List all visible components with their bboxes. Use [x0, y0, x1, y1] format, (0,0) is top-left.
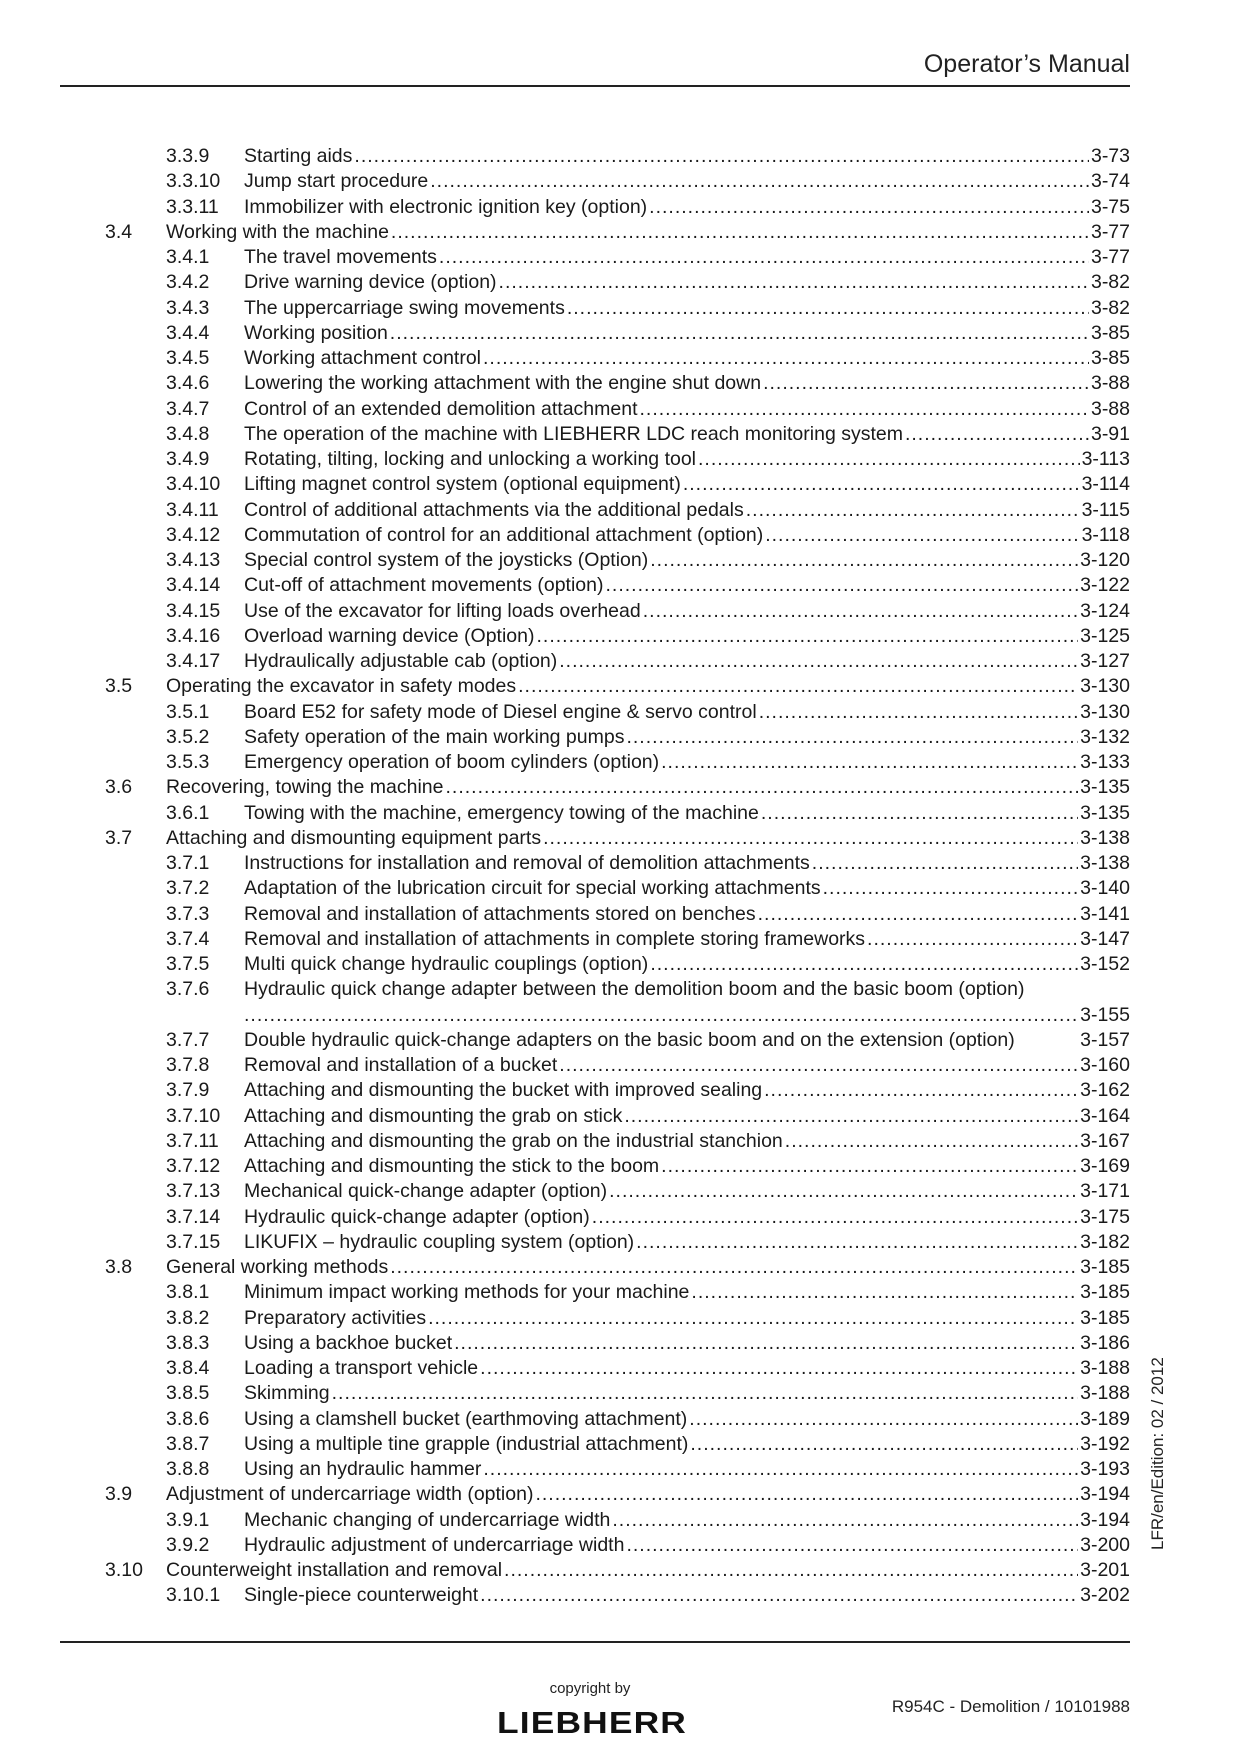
toc-entry[interactable]: [105, 346, 1130, 371]
toc-entry[interactable]: [105, 775, 1130, 800]
toc-dot-leader: [543, 826, 1078, 851]
toc-entry[interactable]: [105, 801, 1130, 826]
toc-entry[interactable]: [105, 1053, 1130, 1078]
toc-entry-title: Using a multiple tine grapple (industrial attachment): [244, 1432, 689, 1455]
toc-entry-page: 3-135: [1080, 776, 1130, 799]
toc-entry-title: The travel movements: [244, 246, 437, 268]
toc-entry-page: 3-193: [1080, 1458, 1130, 1480]
toc-entry-number: 3.9: [105, 1483, 133, 1506]
toc-dot-leader: [354, 144, 1089, 169]
toc-dot-leader: [430, 169, 1089, 194]
toc-entry[interactable]: [105, 573, 1130, 598]
toc-entry-number: 3.7.14: [166, 1205, 221, 1228]
toc-dot-leader: [428, 1306, 1078, 1331]
toc-entry-title: The operation of the machine with LIEBHERR LDC reach monitoring system: [244, 422, 903, 445]
toc-dot-leader: [649, 195, 1089, 220]
toc-entry-number: 3.3.10: [166, 170, 221, 193]
toc-entry-number: 3.7.7: [166, 1028, 210, 1051]
toc-entry-page: 3-164: [1080, 1104, 1130, 1127]
toc-entry[interactable]: [105, 1533, 1130, 1558]
toc-entry-number: 3.5.2: [166, 725, 210, 748]
toc-dot-leader: [650, 548, 1078, 573]
toc-entry-page: 3-194: [1080, 1483, 1130, 1506]
toc-entry[interactable]: [105, 498, 1130, 523]
copyright-label: copyright by: [549, 1680, 631, 1697]
toc-entry-number: 3.8.1: [166, 1281, 210, 1304]
toc-entry-title: Control of an extended demolition attachment: [244, 397, 638, 420]
toc-dot-leader: [758, 902, 1078, 927]
toc-entry-title: Adjustment of undercarriage width (option): [166, 1483, 534, 1506]
toc-entry-title: Attaching and dismounting the bucket with improved sealing: [244, 1079, 763, 1102]
toc-entry-title: Board E52 for safety mode of Diesel engine & servo control: [244, 700, 757, 723]
toc-entry[interactable]: [105, 1356, 1130, 1381]
toc-dot-leader: [454, 1331, 1078, 1356]
toc-dot-leader: [439, 245, 1089, 270]
toc-entry-page: 3-141: [1080, 902, 1130, 925]
toc-dot-leader: [605, 573, 1078, 598]
toc-entry-page: 3-82: [1090, 296, 1130, 319]
toc-entry-page: 3-167: [1080, 1129, 1130, 1152]
toc-entry[interactable]: [105, 422, 1130, 447]
toc-entry[interactable]: [105, 1331, 1130, 1356]
toc-entry[interactable]: [105, 1129, 1130, 1154]
toc-entry-title: Recovering, towing the machine: [166, 776, 444, 799]
toc-dot-leader: [643, 599, 1078, 624]
toc-entry-title: Hydraulically adjustable cab (option): [244, 650, 558, 672]
toc-entry-page: 3-91: [1090, 422, 1130, 445]
toc-entry-page: 3-122: [1080, 574, 1130, 597]
toc-entry-number: 3.4.14: [166, 574, 221, 597]
toc-entry-title: Adaptation of the lubrication circuit for special working attachments: [244, 877, 821, 900]
toc-dot-leader: [683, 472, 1080, 497]
toc-entry-title: Cut-off of attachment movements (option): [244, 574, 604, 597]
toc-entry-page: 3-162: [1080, 1079, 1130, 1102]
toc-entry[interactable]: [105, 851, 1130, 876]
toc-entry-page: 3-120: [1080, 549, 1130, 571]
toc-entry[interactable]: [105, 1432, 1130, 1457]
toc-entry-page: 3-130: [1080, 675, 1130, 698]
toc-entry[interactable]: [105, 270, 1130, 295]
toc-entry-number: 3.4.12: [166, 523, 221, 546]
toc-entry[interactable]: [105, 1558, 1130, 1583]
toc-entry-page: 3-125: [1080, 624, 1130, 647]
toc-entry-title: Immobilizer with electronic ignition key (option): [244, 195, 648, 218]
toc-entry-title: Rotating, tilting, locking and unlocking a working tool: [244, 448, 697, 470]
toc-dot-leader: [518, 674, 1078, 699]
edition-label: LFR/en/Edition: 02 / 2012: [1148, 1357, 1167, 1550]
toc-entry[interactable]: [105, 144, 1130, 169]
toc-entry-title: Preparatory activities: [244, 1306, 427, 1329]
toc-dot-leader: [559, 649, 1078, 674]
toc-entry[interactable]: [105, 1583, 1130, 1608]
toc-entry-page: 3-75: [1090, 195, 1130, 218]
toc-entry-title: Operating the excavator in safety modes: [166, 675, 517, 698]
toc-entry-title: Removal and installation of attachments stored on benches: [244, 902, 756, 925]
toc-entry-number: 3.4.10: [166, 473, 221, 496]
toc-entry[interactable]: [105, 447, 1130, 472]
toc-entry-number: 3.8.2: [166, 1306, 210, 1329]
toc-dot-leader: [746, 498, 1080, 523]
toc-entry-page: 3-160: [1080, 1054, 1130, 1076]
toc-entry-continuation[interactable]: [105, 1003, 1130, 1028]
toc-entry-page: 3-155: [1080, 1003, 1130, 1026]
toc-entry-number: 3.7.10: [166, 1104, 221, 1127]
toc-entry-title: Using a clamshell bucket (earthmoving attachment): [244, 1407, 688, 1430]
toc-entry-number: 3.4.3: [166, 296, 210, 319]
toc-entry[interactable]: [105, 1381, 1130, 1406]
toc-entry[interactable]: [105, 1280, 1130, 1305]
toc-entry[interactable]: [105, 1508, 1130, 1533]
toc-dot-leader: [689, 1407, 1078, 1432]
toc-entry-title: Commutation of control for an additional attachment (option): [244, 523, 764, 546]
toc-entry-number: 3.7.1: [166, 852, 210, 874]
toc-entry-page: 3-152: [1080, 953, 1130, 975]
toc-entry-number: 3.10.1: [166, 1584, 221, 1607]
toc-entry-title: Multi quick change hydraulic couplings (option): [244, 953, 649, 975]
toc-entry[interactable]: [105, 599, 1130, 624]
toc-dot-leader: [504, 1558, 1078, 1583]
toc-dot-leader: [612, 1508, 1078, 1533]
toc-dot-leader: [499, 270, 1089, 295]
toc-dot-leader: [698, 447, 1080, 472]
toc-entry-page: 3-157: [1080, 1028, 1130, 1051]
toc-dot-leader: [390, 321, 1089, 346]
toc-entry-number: 3.4.9: [166, 448, 210, 470]
toc-entry-number: 3.3.11: [166, 195, 219, 218]
toc-dot-leader: [764, 1078, 1078, 1103]
toc-dot-leader: [650, 952, 1078, 977]
toc-entry-page: 3-115: [1081, 498, 1130, 521]
toc-entry-page: 3-140: [1080, 877, 1130, 900]
toc-dot-leader: [446, 775, 1079, 800]
toc-entry-title: Towing with the machine, emergency towing of the machine: [244, 801, 759, 824]
toc-entry-number: 3.5: [105, 675, 133, 698]
toc-dot-leader: [691, 1280, 1078, 1305]
toc-dot-leader: [480, 1583, 1078, 1608]
toc-entry-page: 3-186: [1080, 1331, 1130, 1354]
toc-entry-title: Attaching and dismounting the grab on stick: [244, 1104, 623, 1127]
toc-entry[interactable]: [105, 1028, 1130, 1053]
toc-entry[interactable]: [105, 1179, 1130, 1204]
toc-entry[interactable]: [105, 750, 1130, 775]
toc-dot-leader: [244, 1003, 1078, 1028]
toc-entry[interactable]: [105, 1306, 1130, 1331]
toc-entry-title: Use of the excavator for lifting loads overhead: [244, 599, 641, 622]
toc-entry-title: Lowering the working attachment with the engine shut down: [244, 372, 762, 395]
toc-entry-number: 3.4.1: [166, 246, 210, 268]
toc-entry-title: The uppercarriage swing movements: [244, 296, 565, 319]
toc-entry-page: 3-132: [1080, 725, 1130, 748]
toc-entry-number: 3.5.1: [166, 700, 210, 723]
toc-entry-number: 3.4.6: [166, 372, 210, 395]
toc-entry-number: 3.4.16: [166, 624, 221, 647]
toc-dot-leader: [905, 422, 1089, 447]
liebherr-logo: [494, 1704, 690, 1740]
toc-entry[interactable]: [105, 876, 1130, 901]
toc-entry-number: 3.8.8: [166, 1458, 210, 1480]
toc-dot-leader: [592, 1205, 1078, 1230]
toc-entry[interactable]: [105, 321, 1130, 346]
document-id: R954C - Demolition / 10101988: [891, 1697, 1130, 1716]
toc-dot-leader: [640, 397, 1089, 422]
toc-entry-title: Loading a transport vehicle: [244, 1357, 479, 1379]
toc-entry-number: 3.9.1: [166, 1508, 210, 1531]
toc-entry-number: 3.4: [105, 220, 133, 243]
toc-entry-number: 3.4.7: [166, 397, 210, 420]
toc-entry-number: 3.9.2: [166, 1533, 210, 1556]
toc-entry[interactable]: [105, 725, 1130, 750]
toc-entry-page: 3-124: [1080, 599, 1130, 622]
toc-entry-number: 3.4.11: [166, 498, 219, 521]
toc-entry-number: 3.8.3: [166, 1331, 210, 1354]
toc-dot-leader: [609, 1179, 1078, 1204]
toc-dot-leader: [812, 851, 1078, 876]
toc-entry-number: 3.7: [105, 826, 133, 849]
toc-entry-title: Counterweight installation and removal: [166, 1559, 503, 1581]
toc-entry-title: Hydraulic quick-change adapter (option): [244, 1205, 590, 1228]
toc-entry-title: Overload warning device (Option): [244, 624, 535, 647]
toc-entry-title: Instructions for installation and removal of demolition attachments: [244, 852, 810, 874]
toc-entry-page: 3-77: [1090, 246, 1130, 268]
toc-entry-page: 3-113: [1081, 448, 1130, 470]
toc-entry-title: Mechanical quick-change adapter (option): [244, 1180, 608, 1203]
toc-entry-page: 3-200: [1080, 1533, 1130, 1556]
toc-entry-title: Using a backhoe bucket: [244, 1331, 453, 1354]
toc-dot-leader: [332, 1381, 1079, 1406]
toc-entry-title: Single-piece counterweight: [244, 1584, 479, 1607]
toc-entry-page: 3-185: [1080, 1306, 1130, 1329]
toc-entry-page: 3-202: [1080, 1584, 1130, 1607]
toc-entry[interactable]: [105, 649, 1130, 674]
logo-wordmark: LIEBHERR: [497, 1705, 687, 1740]
toc-entry-number: 3.8: [105, 1256, 133, 1278]
toc-dot-leader: [391, 220, 1089, 245]
toc-entry-title: Working position: [244, 321, 388, 344]
toc-entry[interactable]: [105, 1255, 1130, 1280]
toc-entry-number: 3.7.9: [166, 1079, 210, 1102]
toc-entry[interactable]: [105, 523, 1130, 548]
toc-entry-title: Jump start procedure: [244, 170, 429, 193]
footer-rule: [60, 1641, 1130, 1643]
toc-entry-number: 3.7.3: [166, 902, 210, 925]
toc-entry-page: 3-88: [1090, 397, 1130, 420]
toc-entry-title: Starting aids: [244, 145, 353, 167]
toc-dot-leader: [765, 523, 1079, 548]
toc-entry-title: Using an hydraulic hammer: [244, 1458, 482, 1480]
toc-entry-number: 3.5.3: [166, 751, 210, 773]
toc-dot-leader: [483, 346, 1089, 371]
toc-entry[interactable]: [105, 195, 1130, 220]
toc-entry[interactable]: [105, 1104, 1130, 1129]
table-of-contents: [105, 144, 1130, 1609]
toc-entry-number: 3.6: [105, 776, 133, 799]
toc-dot-leader: [626, 725, 1078, 750]
toc-entry[interactable]: [105, 245, 1130, 270]
toc-entry-title: Attaching and dismounting the stick to the boom: [244, 1155, 660, 1177]
toc-entry[interactable]: [105, 1482, 1130, 1507]
toc-entry-title: Skimming: [244, 1382, 330, 1405]
toc-entry-page: 3-85: [1090, 321, 1130, 344]
toc-entry-page: 3-127: [1080, 650, 1130, 672]
toc-entry-number: 3.4.17: [166, 650, 221, 672]
toc-entry-number: 3.7.2: [166, 877, 210, 900]
toc-entry-page: 3-114: [1081, 473, 1130, 496]
toc-entry-page: 3-175: [1080, 1205, 1130, 1228]
toc-entry-number: 3.3.9: [166, 145, 210, 167]
toc-entry-page: 3-133: [1080, 751, 1130, 773]
toc-entry-page: 3-188: [1080, 1382, 1130, 1405]
toc-entry-title: General working methods: [166, 1256, 389, 1278]
toc-entry-number: 3.8.4: [166, 1357, 210, 1379]
toc-entry[interactable]: [105, 1457, 1130, 1482]
toc-entry-page: 3-171: [1080, 1180, 1130, 1203]
toc-entry-page: 3-194: [1080, 1508, 1130, 1531]
toc-entry[interactable]: [105, 1205, 1130, 1230]
toc-entry-page: 3-77: [1090, 220, 1130, 243]
toc-entry-number: 3.8.6: [166, 1407, 210, 1430]
toc-dot-leader: [480, 1356, 1078, 1381]
toc-dot-leader: [624, 1104, 1078, 1129]
toc-entry[interactable]: [105, 220, 1130, 245]
toc-entry[interactable]: [105, 1230, 1130, 1255]
toc-entry-title: Special control system of the joysticks (Option): [244, 549, 649, 571]
toc-entry-title: Hydraulic adjustment of undercarriage width: [244, 1533, 625, 1556]
toc-entry-page: 3-138: [1080, 852, 1130, 874]
toc-entry[interactable]: [105, 977, 1130, 1002]
toc-entry-page: 3-74: [1090, 170, 1130, 193]
toc-entry-title: Control of additional attachments via the additional pedals: [244, 498, 744, 521]
toc-entry-title: Minimum impact working methods for your machine: [244, 1281, 690, 1304]
toc-entry-number: 3.7.5: [166, 953, 210, 975]
toc-entry[interactable]: [105, 472, 1130, 497]
toc-entry[interactable]: [105, 674, 1130, 699]
toc-entry-number: 3.10: [105, 1559, 143, 1581]
toc-entry-page: 3-185: [1080, 1281, 1130, 1304]
header-rule: [60, 85, 1130, 87]
toc-dot-leader: [759, 700, 1078, 725]
toc-dot-leader: [567, 296, 1089, 321]
toc-entry[interactable]: [105, 548, 1130, 573]
toc-entry-number: 3.8.7: [166, 1432, 210, 1455]
toc-entry-page: 3-130: [1080, 700, 1130, 723]
toc-entry-number: 3.8.5: [166, 1382, 210, 1405]
toc-entry-title: Removal and installation of a bucket: [244, 1054, 558, 1076]
toc-entry-title: Emergency operation of boom cylinders (option): [244, 751, 660, 773]
toc-entry-page: 3-147: [1080, 927, 1130, 950]
toc-entry-title: Attaching and dismounting the grab on the industrial stanchion: [244, 1129, 783, 1152]
toc-dot-leader: [763, 371, 1089, 396]
toc-entry[interactable]: [105, 296, 1130, 321]
toc-entry[interactable]: [105, 169, 1130, 194]
toc-entry-number: 3.4.5: [166, 347, 210, 369]
toc-dot-leader: [626, 1533, 1078, 1558]
toc-entry-title: Hydraulic quick change adapter between the demolition boom and the basic boom (option): [244, 978, 1025, 1001]
toc-entry-number: 3.7.12: [166, 1155, 221, 1177]
toc-entry-title: Removal and installation of attachments in complete storing frameworks: [244, 927, 866, 950]
toc-entry-number: 3.7.13: [166, 1180, 221, 1203]
toc-entry-page: 3-135: [1080, 801, 1130, 824]
toc-dot-leader: [661, 750, 1078, 775]
toc-dot-leader: [636, 1230, 1078, 1255]
toc-entry-number: 3.7.4: [166, 927, 210, 950]
toc-entry[interactable]: [105, 902, 1130, 927]
toc-entry-title: Attaching and dismounting equipment parts: [166, 826, 542, 849]
toc-entry-page: 3-192: [1080, 1432, 1130, 1455]
toc-entry-page: 3-189: [1080, 1407, 1130, 1430]
toc-entry[interactable]: [105, 624, 1130, 649]
toc-entry-number: 3.4.4: [166, 321, 210, 344]
toc-entry-page: 3-182: [1080, 1230, 1130, 1253]
toc-dot-leader: [661, 1154, 1078, 1179]
toc-dot-leader: [690, 1432, 1078, 1457]
toc-entry-number: 3.4.8: [166, 422, 210, 445]
toc-entry-page: 3-201: [1080, 1559, 1130, 1581]
toc-entry-title: Mechanic changing of undercarriage width: [244, 1508, 611, 1531]
toc-entry[interactable]: [105, 1154, 1130, 1179]
toc-entry-title: Double hydraulic quick-change adapters on the basic boom and on the extension (option): [244, 1028, 1015, 1051]
toc-entry-page: 3-138: [1080, 826, 1130, 849]
toc-entry-number: 3.4.15: [166, 599, 221, 622]
toc-entry-number: 3.7.11: [166, 1129, 219, 1152]
toc-entry[interactable]: [105, 927, 1130, 952]
toc-dot-leader: [390, 1255, 1078, 1280]
toc-entry-number: 3.4.13: [166, 549, 221, 571]
toc-entry[interactable]: [105, 1407, 1130, 1432]
toc-entry-page: 3-169: [1080, 1155, 1130, 1177]
toc-entry[interactable]: [105, 397, 1130, 422]
header-title: Operator’s Manual: [923, 50, 1130, 78]
toc-entry-title: LIKUFIX – hydraulic coupling system (option): [244, 1230, 635, 1253]
toc-dot-leader: [823, 876, 1078, 901]
toc-entry-number: 3.7.15: [166, 1230, 221, 1253]
toc-entry-page: 3-118: [1081, 523, 1130, 546]
toc-entry-page: 3-73: [1090, 145, 1130, 167]
toc-entry-page: 3-82: [1090, 271, 1130, 294]
toc-entry[interactable]: [105, 700, 1130, 725]
toc-dot-leader: [535, 1482, 1078, 1507]
toc-entry[interactable]: [105, 1078, 1130, 1103]
toc-dot-leader: [483, 1457, 1078, 1482]
toc-entry[interactable]: [105, 371, 1130, 396]
toc-entry-number: 3.7.6: [166, 978, 210, 1001]
toc-entry[interactable]: [105, 826, 1130, 851]
toc-entry-title: Working with the machine: [166, 220, 389, 243]
toc-entry-number: 3.6.1: [166, 801, 210, 824]
toc-entry-title: Drive warning device (option): [244, 271, 497, 294]
toc-dot-leader: [536, 624, 1078, 649]
toc-entry-page: 3-185: [1080, 1256, 1130, 1278]
toc-entry-number: 3.7.8: [166, 1054, 210, 1076]
toc-entry-number: 3.4.2: [166, 271, 210, 294]
toc-entry-title: Working attachment control: [244, 347, 481, 369]
toc-dot-leader: [559, 1053, 1078, 1078]
toc-entry-page: 3-85: [1090, 347, 1130, 369]
toc-dot-leader: [761, 801, 1078, 826]
toc-entry-title: Lifting magnet control system (optional equipment): [244, 473, 681, 496]
toc-entry-page: 3-88: [1090, 372, 1130, 395]
toc-entry-title: Safety operation of the main working pumps: [244, 725, 625, 748]
toc-dot-leader: [785, 1129, 1078, 1154]
toc-entry[interactable]: [105, 952, 1130, 977]
toc-dot-leader: [867, 927, 1078, 952]
toc-entry-page: 3-188: [1080, 1357, 1130, 1379]
